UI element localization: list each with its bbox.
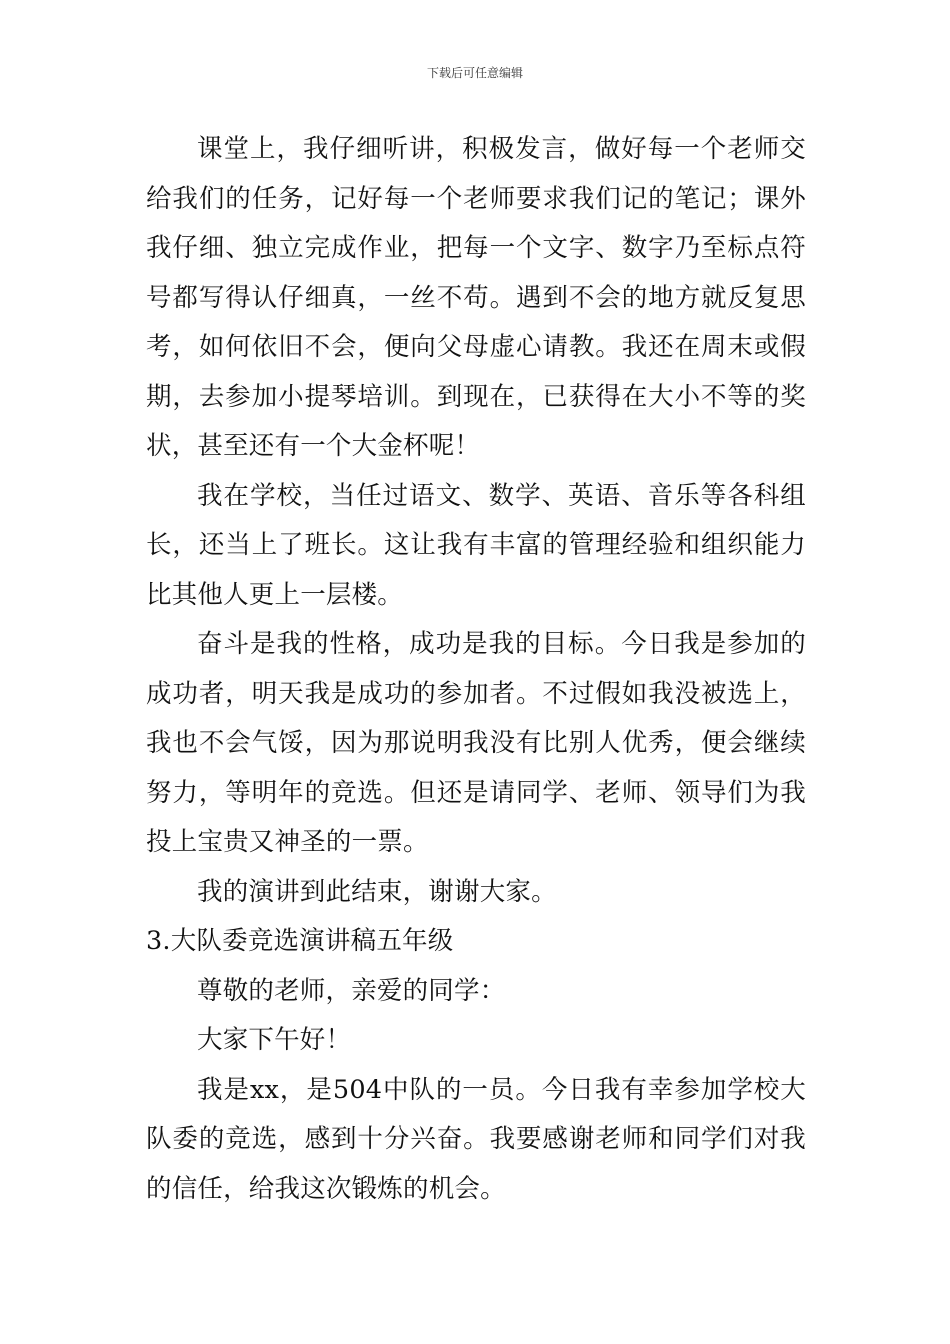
paragraph-closing: 我的演讲到此结束，谢谢大家。 (197, 876, 557, 907)
paragraph-greeting: 大家下午好！ (197, 1025, 352, 1055)
paragraph-salutation: 尊敬的老师，亲爱的同学： (197, 975, 506, 1006)
document-body (146, 125, 806, 1214)
paragraph-goal: 奋斗是我的性格，成功是我的目标。今日我是参加的成功者，明天我是成功的参加者。不过假如我没被选上，我也不会气馁，因为那说明我没有比别人优秀，便会继续努力，等明年的竞选。但还是请同学、老师、领导们为我投上宝贵又神圣的一票。 (146, 629, 806, 857)
section-heading: 3.大队委竞选演讲稿五年级 (146, 926, 454, 956)
paragraph-introduction: 我是xx，是504中队的一员。今日我有幸参加学校大队委的竞选，感到十分兴奋。我要感谢老师和同学们对我的信任，给我这次锻炼的机会。 (146, 1074, 806, 1204)
page-header-note: 下载后可任意编辑 (426, 66, 523, 80)
paragraph-leadership: 我在学校，当任过语文、数学、英语、音乐等各科组长，还当上了班长。这让我有丰富的管理经验和组织能力比其他人更上一层楼。 (146, 480, 806, 610)
paragraph-study: 课堂上，我仔细听讲，积极发言，做好每一个老师交给我们的任务，记好每一个老师要求我们记的笔记；课外我仔细、独立完成作业，把每一个文字、数字乃至标点符号都写得认仔细真，一丝不苟。遇到不会的地方就反复思考，如何依旧不会，便向父母虚心请教。我还在周末或假期，去参加小提琴培训。到现在，已获得在大小不等的奖状，甚至还有一个大金杯呢！ (146, 134, 806, 461)
